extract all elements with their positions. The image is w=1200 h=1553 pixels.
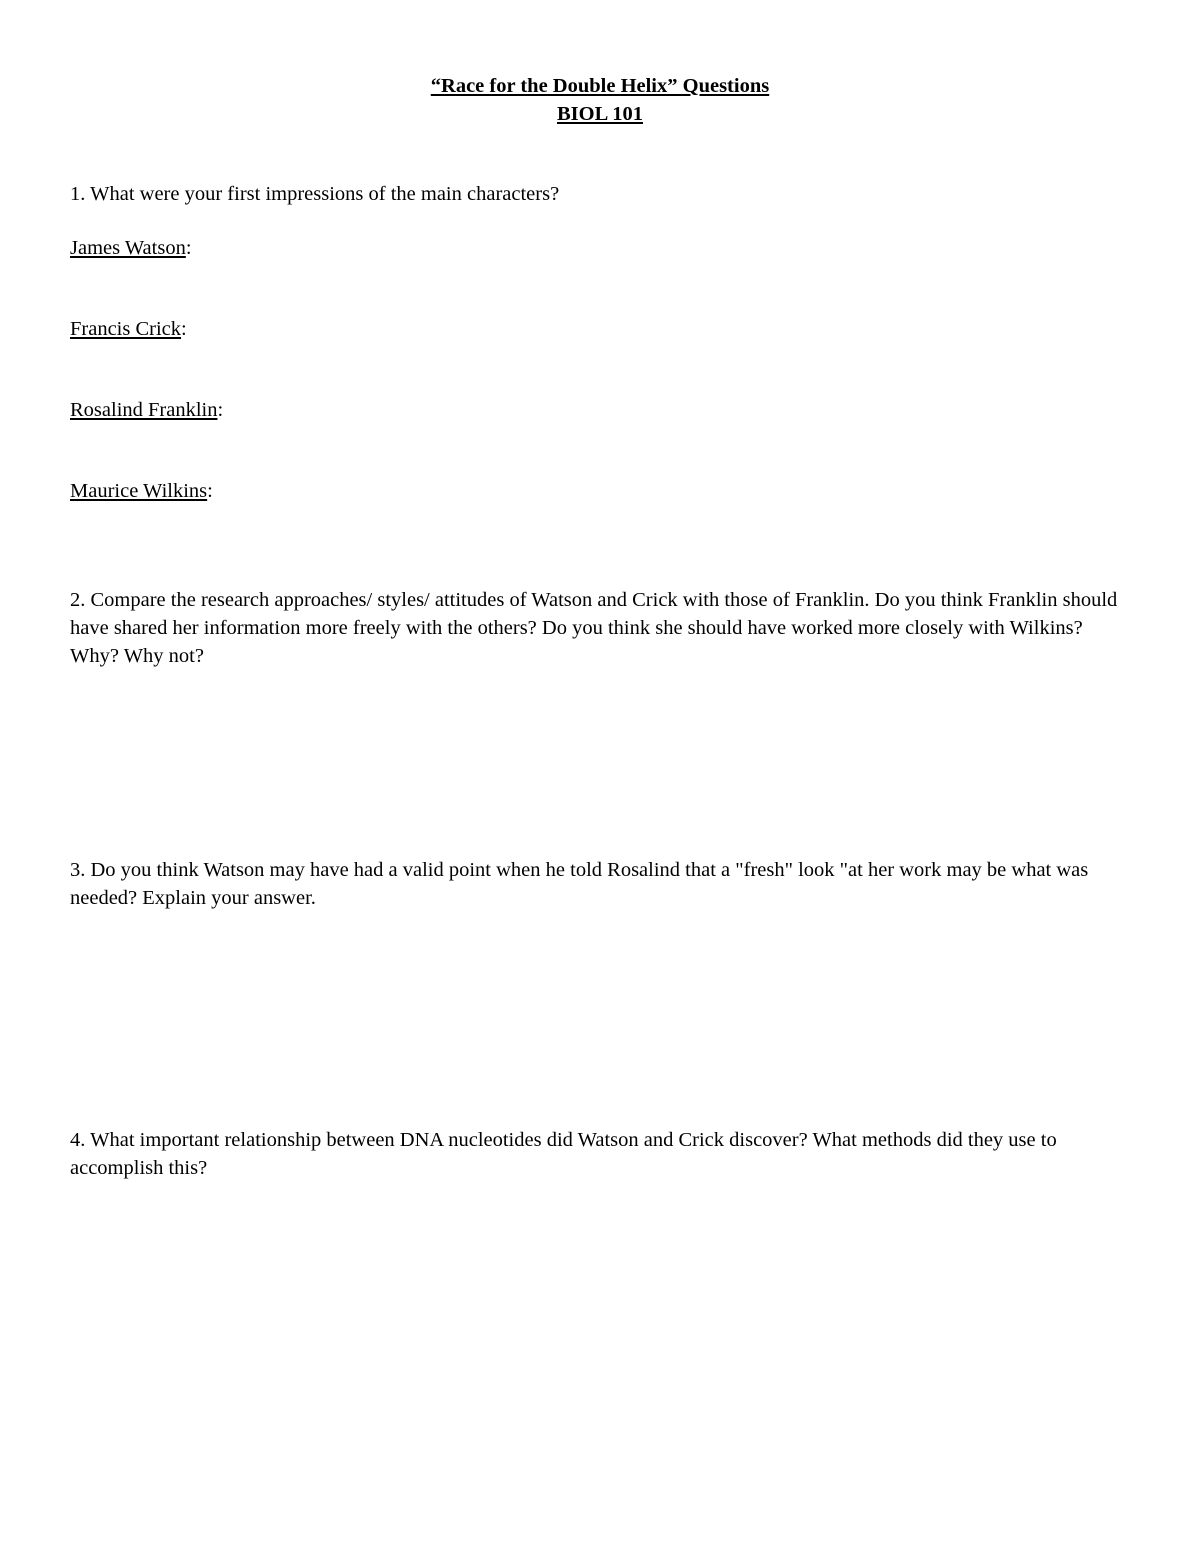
title-block xyxy=(0,72,1200,128)
character-colon: : xyxy=(185,237,192,259)
worksheet-title: “Race for the Double Helix” Questions xyxy=(430,75,770,97)
character-colon: : xyxy=(217,399,224,421)
question-3: 3. Do you think Watson may have had a valid point when he told Rosalind that a "fresh" look "at her work may be what was needed? Explain your answer. xyxy=(70,859,1089,909)
character-colon: : xyxy=(207,480,213,502)
question-4: 4. What important relationship between DNA nucleotides did Watson and Crick discover? What methods did they use to accomplish this? xyxy=(70,1129,1057,1179)
question-1: 1. What were your first impressions of the main characters? xyxy=(70,183,560,205)
character-colon: : xyxy=(181,318,187,340)
character-name: Maurice Wilkins xyxy=(70,480,208,502)
course-code: BIOL 101 xyxy=(556,103,643,125)
question-2: 2. Compare the research approaches/ styles/ attitudes of Watson and Crick with those of Franklin. Do you think Franklin should have shared her information more freely with the others? Do you think she should have worked more closely with Wilkins? Why? Why not? xyxy=(70,589,1118,667)
character-name: Francis Crick xyxy=(70,318,182,340)
character-maurice-wilkins xyxy=(70,477,670,505)
character-james-watson xyxy=(70,234,670,262)
character-francis-crick xyxy=(70,315,670,343)
character-name: James Watson xyxy=(70,237,186,259)
character-rosalind-franklin xyxy=(70,396,670,424)
character-name: Rosalind Franklin xyxy=(70,399,218,421)
